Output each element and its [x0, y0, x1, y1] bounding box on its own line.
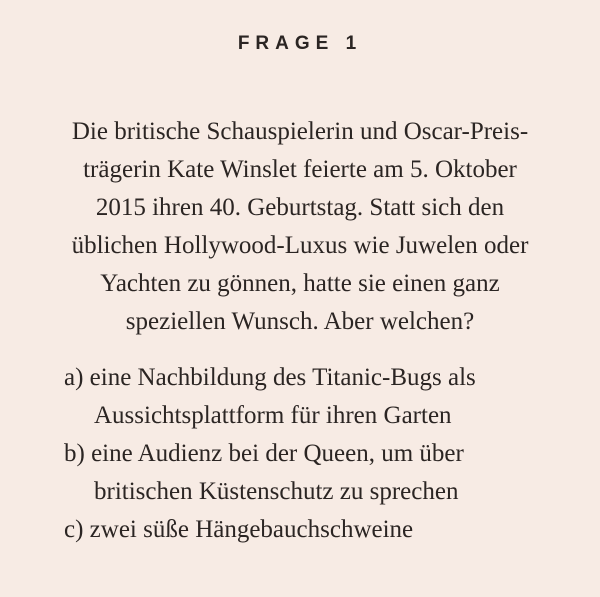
question-line: Yachten zu gönnen, hatte sie einen ganz [100, 270, 500, 297]
answer-line: Aussichtsplattform für ihren Garten [94, 402, 452, 429]
answer-line: c) zwei süße Hängebauchschweine [64, 516, 414, 543]
question-line: speziellen Wunsch. Aber welchen? [125, 308, 475, 335]
answer-line: britischen Küstenschutz zu sprechen [94, 478, 459, 505]
question-line: Die britische Schauspielerin und Oscar-Preis- [71, 118, 529, 145]
question-text [30, 113, 570, 341]
question-line: 2015 ihren 40. Geburtstag. Statt sich den [95, 194, 505, 221]
question-line: üblichen Hollywood-Luxus wie Juwelen oder [71, 232, 529, 259]
answer-list [64, 359, 584, 549]
question-line: trägerin Kate Winslet feierte am 5. Oktober [83, 156, 517, 183]
answer-option-b [64, 435, 584, 511]
question-number-title: FRAGE 1 [237, 33, 363, 54]
answer-line: a) eine Nachbildung des Titanic-Bugs als [64, 364, 476, 391]
answer-option-c [64, 511, 584, 549]
answer-option-a [64, 359, 584, 435]
answer-line: b) eine Audienz bei der Queen, um über [64, 440, 464, 467]
